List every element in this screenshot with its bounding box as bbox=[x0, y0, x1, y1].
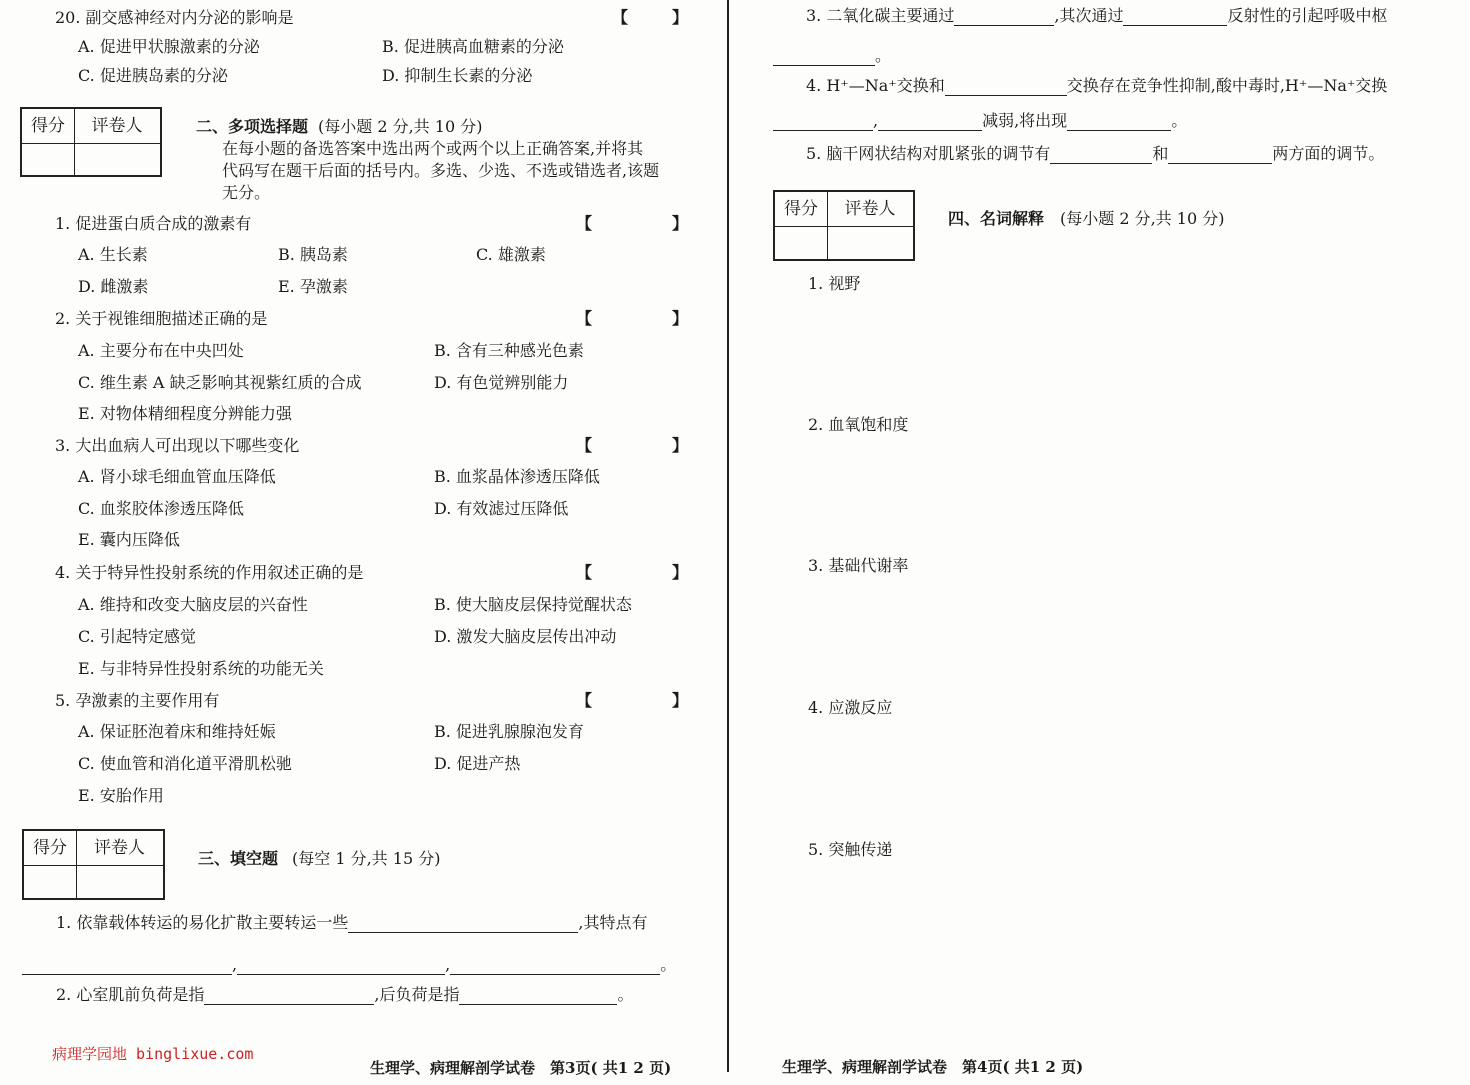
fill2-blank-1[interactable] bbox=[204, 988, 374, 1005]
section2-title: 二、多项选择题 bbox=[196, 117, 309, 136]
mc4-option-c: C. 引起特定感觉 bbox=[78, 627, 196, 646]
mc2-bracket-close: 】 bbox=[672, 309, 689, 328]
fill5-blank-2[interactable] bbox=[1168, 147, 1272, 164]
left-page-footer: 生理学、病理解剖学试卷 第3页( 共1 2 页) bbox=[370, 1059, 672, 1077]
score-box-section4 bbox=[773, 190, 915, 261]
fill1-blank-4[interactable] bbox=[450, 958, 660, 975]
score-label: 得分 bbox=[31, 116, 65, 136]
fill5-line bbox=[806, 144, 1384, 164]
section2-instr-1: 在每小题的备选答案中选出两个或两个以上正确答案,并将其 bbox=[222, 139, 644, 158]
score-box-section2 bbox=[20, 107, 162, 177]
q20-option-c: C. 促进胰岛素的分泌 bbox=[78, 66, 228, 85]
term-1: 1. 视野 bbox=[808, 274, 861, 293]
mc4-stem: 4. 关于特异性投射系统的作用叙述正确的是 bbox=[55, 563, 364, 582]
mc5-bracket-open: 【 bbox=[576, 691, 593, 710]
q20-stem: 20. 副交感神经对内分泌的影响是 bbox=[55, 8, 294, 27]
score-label: 得分 bbox=[33, 838, 67, 858]
mc1-option-a: A. 生长素 bbox=[78, 245, 148, 264]
fill2-stem: 2. 心室肌前负荷是指 bbox=[56, 985, 205, 1004]
mc3-option-c: C. 血浆胶体渗透压降低 bbox=[78, 499, 244, 518]
term-3: 3. 基础代谢率 bbox=[808, 556, 909, 575]
mc5-option-d: D. 促进产热 bbox=[434, 754, 521, 773]
right-page-footer: 生理学、病理解剖学试卷 第4页( 共1 2 页) bbox=[782, 1058, 1084, 1076]
mc3-bracket-close: 】 bbox=[672, 436, 689, 455]
fill3-blank-1[interactable] bbox=[954, 9, 1054, 26]
fill3-end: 。 bbox=[875, 46, 892, 65]
fill3-mid: ,其次通过 bbox=[1054, 6, 1124, 25]
fill4-end: 。 bbox=[1171, 111, 1188, 130]
mc2-stem: 2. 关于视锥细胞描述正确的是 bbox=[55, 309, 268, 328]
mc5-bracket-close: 】 bbox=[672, 691, 689, 710]
fill3-blank-2[interactable] bbox=[1123, 9, 1227, 26]
mc4-bracket-open: 【 bbox=[576, 563, 593, 582]
fill3-blank-3[interactable] bbox=[773, 49, 875, 66]
mc1-option-d: D. 雌激素 bbox=[78, 277, 149, 296]
section3-title: 三、填空题 bbox=[198, 849, 279, 868]
mc4-bracket-close: 】 bbox=[672, 563, 689, 582]
mc5-option-b: B. 促进乳腺腺泡发育 bbox=[434, 722, 584, 741]
q20-bracket-close: 】 bbox=[672, 8, 689, 27]
mc3-stem: 3. 大出血病人可出现以下哪些变化 bbox=[55, 436, 300, 455]
fill1-end: 。 bbox=[660, 955, 677, 974]
mc3-option-a: A. 肾小球毛细血管血压降低 bbox=[78, 467, 276, 486]
mc2-option-a: A. 主要分布在中央凹处 bbox=[78, 341, 244, 360]
mc1-bracket-close: 】 bbox=[672, 214, 689, 233]
fill4-line-2 bbox=[773, 111, 1187, 131]
section2-instr-2: 代码写在题干后面的括号内。多选、少选、不选或错选者,该题 bbox=[222, 161, 660, 180]
fill2-end: 。 bbox=[617, 985, 634, 1004]
page-divider bbox=[727, 0, 729, 1072]
fill1-sep-2: , bbox=[445, 955, 451, 974]
mc1-option-c: C. 雄激素 bbox=[476, 245, 546, 264]
mc5-option-e: E. 安胎作用 bbox=[78, 786, 164, 805]
fill4-blank-1[interactable] bbox=[945, 79, 1067, 96]
fill5-stem: 5. 脑干网状结构对肌紧张的调节有 bbox=[806, 144, 1051, 163]
score-label: 得分 bbox=[784, 199, 818, 219]
fill3-line bbox=[806, 6, 1387, 26]
reviewer-label: 评卷人 bbox=[844, 199, 896, 219]
mc2-option-b: B. 含有三种感光色素 bbox=[434, 341, 584, 360]
mc1-bracket-open: 【 bbox=[576, 214, 593, 233]
term-4: 4. 应激反应 bbox=[808, 698, 893, 717]
q20-option-d: D. 抑制生长素的分泌 bbox=[382, 66, 533, 85]
fill2-line bbox=[56, 985, 633, 1005]
mc4-option-a: A. 维持和改变大脑皮层的兴奋性 bbox=[78, 595, 308, 614]
mc3-option-d: D. 有效滤过压降低 bbox=[434, 499, 569, 518]
fill4-blank-3[interactable] bbox=[878, 114, 982, 131]
q20-bracket-open: 【 bbox=[612, 8, 629, 27]
score-box-section3 bbox=[22, 829, 165, 900]
section2-points: (每小题 2 分,共 10 分) bbox=[318, 117, 483, 136]
fill1-blank-1[interactable] bbox=[348, 916, 578, 933]
q20-option-a: A. 促进甲状腺激素的分泌 bbox=[78, 37, 260, 56]
section2-instr-3: 无分。 bbox=[222, 183, 271, 202]
mc4-option-d: D. 激发大脑皮层传出冲动 bbox=[434, 627, 617, 646]
watermark: 病理学园地 binglixue.com bbox=[52, 1045, 254, 1063]
fill3-line-2 bbox=[773, 46, 891, 66]
fill4-stem: 4. H⁺—Na⁺交换和 bbox=[806, 76, 945, 95]
section4-points: (每小题 2 分,共 10 分) bbox=[1060, 209, 1225, 228]
reviewer-label: 评卷人 bbox=[94, 838, 145, 858]
term-2: 2. 血氧饱和度 bbox=[808, 415, 909, 434]
fill1-stem: 1. 依靠载体转运的易化扩散主要转运一些 bbox=[56, 913, 349, 932]
q20-option-b: B. 促进胰高血糖素的分泌 bbox=[382, 37, 564, 56]
section4-title: 四、名词解释 bbox=[948, 209, 1045, 228]
fill2-blank-2[interactable] bbox=[459, 988, 617, 1005]
mc3-option-e: E. 囊内压降低 bbox=[78, 530, 180, 549]
mc1-option-b: B. 胰岛素 bbox=[278, 245, 348, 264]
fill3-stem: 3. 二氧化碳主要通过 bbox=[806, 6, 955, 25]
mc4-option-b: B. 使大脑皮层保持觉醒状态 bbox=[434, 595, 632, 614]
fill5-tail: 两方面的调节。 bbox=[1272, 144, 1385, 163]
mc2-option-d: D. 有色觉辨别能力 bbox=[434, 373, 569, 392]
mc3-bracket-open: 【 bbox=[576, 436, 593, 455]
fill5-blank-1[interactable] bbox=[1050, 147, 1152, 164]
mc2-option-c: C. 维生素 A 缺乏影响其视紫红质的合成 bbox=[78, 373, 362, 392]
mc3-option-b: B. 血浆晶体渗透压降低 bbox=[434, 467, 600, 486]
mc1-stem: 1. 促进蛋白质合成的激素有 bbox=[55, 214, 252, 233]
mc5-option-a: A. 保证胚泡着床和维持妊娠 bbox=[78, 722, 276, 741]
fill4-tail: 减弱,将出现 bbox=[982, 111, 1068, 130]
fill4-blank-4[interactable] bbox=[1067, 114, 1171, 131]
fill1-sep-1: , bbox=[232, 955, 238, 974]
term-5: 5. 突触传递 bbox=[808, 840, 893, 859]
fill4-blank-2[interactable] bbox=[773, 114, 873, 131]
fill1-line bbox=[56, 913, 647, 933]
fill4-sep: , bbox=[873, 111, 879, 130]
mc5-option-c: C. 使血管和消化道平滑肌松驰 bbox=[78, 754, 292, 773]
fill1-line-2 bbox=[22, 955, 676, 975]
mc2-option-e: E. 对物体精细程度分辨能力强 bbox=[78, 404, 292, 423]
fill3-tail: 反射性的引起呼吸中枢 bbox=[1227, 6, 1388, 25]
mc4-option-e: E. 与非特异性投射系统的功能无关 bbox=[78, 659, 324, 678]
fill4-mid: 交换存在竞争性抑制,酸中毒时,H⁺—Na⁺交换 bbox=[1066, 76, 1388, 95]
fill1-blank-3[interactable] bbox=[237, 958, 445, 975]
reviewer-label: 评卷人 bbox=[91, 116, 143, 136]
fill5-mid: 和 bbox=[1152, 144, 1169, 163]
mc1-option-e: E. 孕激素 bbox=[278, 277, 348, 296]
fill2-mid: ,后负荷是指 bbox=[374, 985, 460, 1004]
fill1-blank-2[interactable] bbox=[22, 958, 232, 975]
fill4-line bbox=[806, 76, 1387, 96]
fill1-mid: ,其特点有 bbox=[578, 913, 648, 932]
mc5-stem: 5. 孕激素的主要作用有 bbox=[55, 691, 220, 710]
section3-points: (每空 1 分,共 15 分) bbox=[292, 849, 441, 868]
mc2-bracket-open: 【 bbox=[576, 309, 593, 328]
